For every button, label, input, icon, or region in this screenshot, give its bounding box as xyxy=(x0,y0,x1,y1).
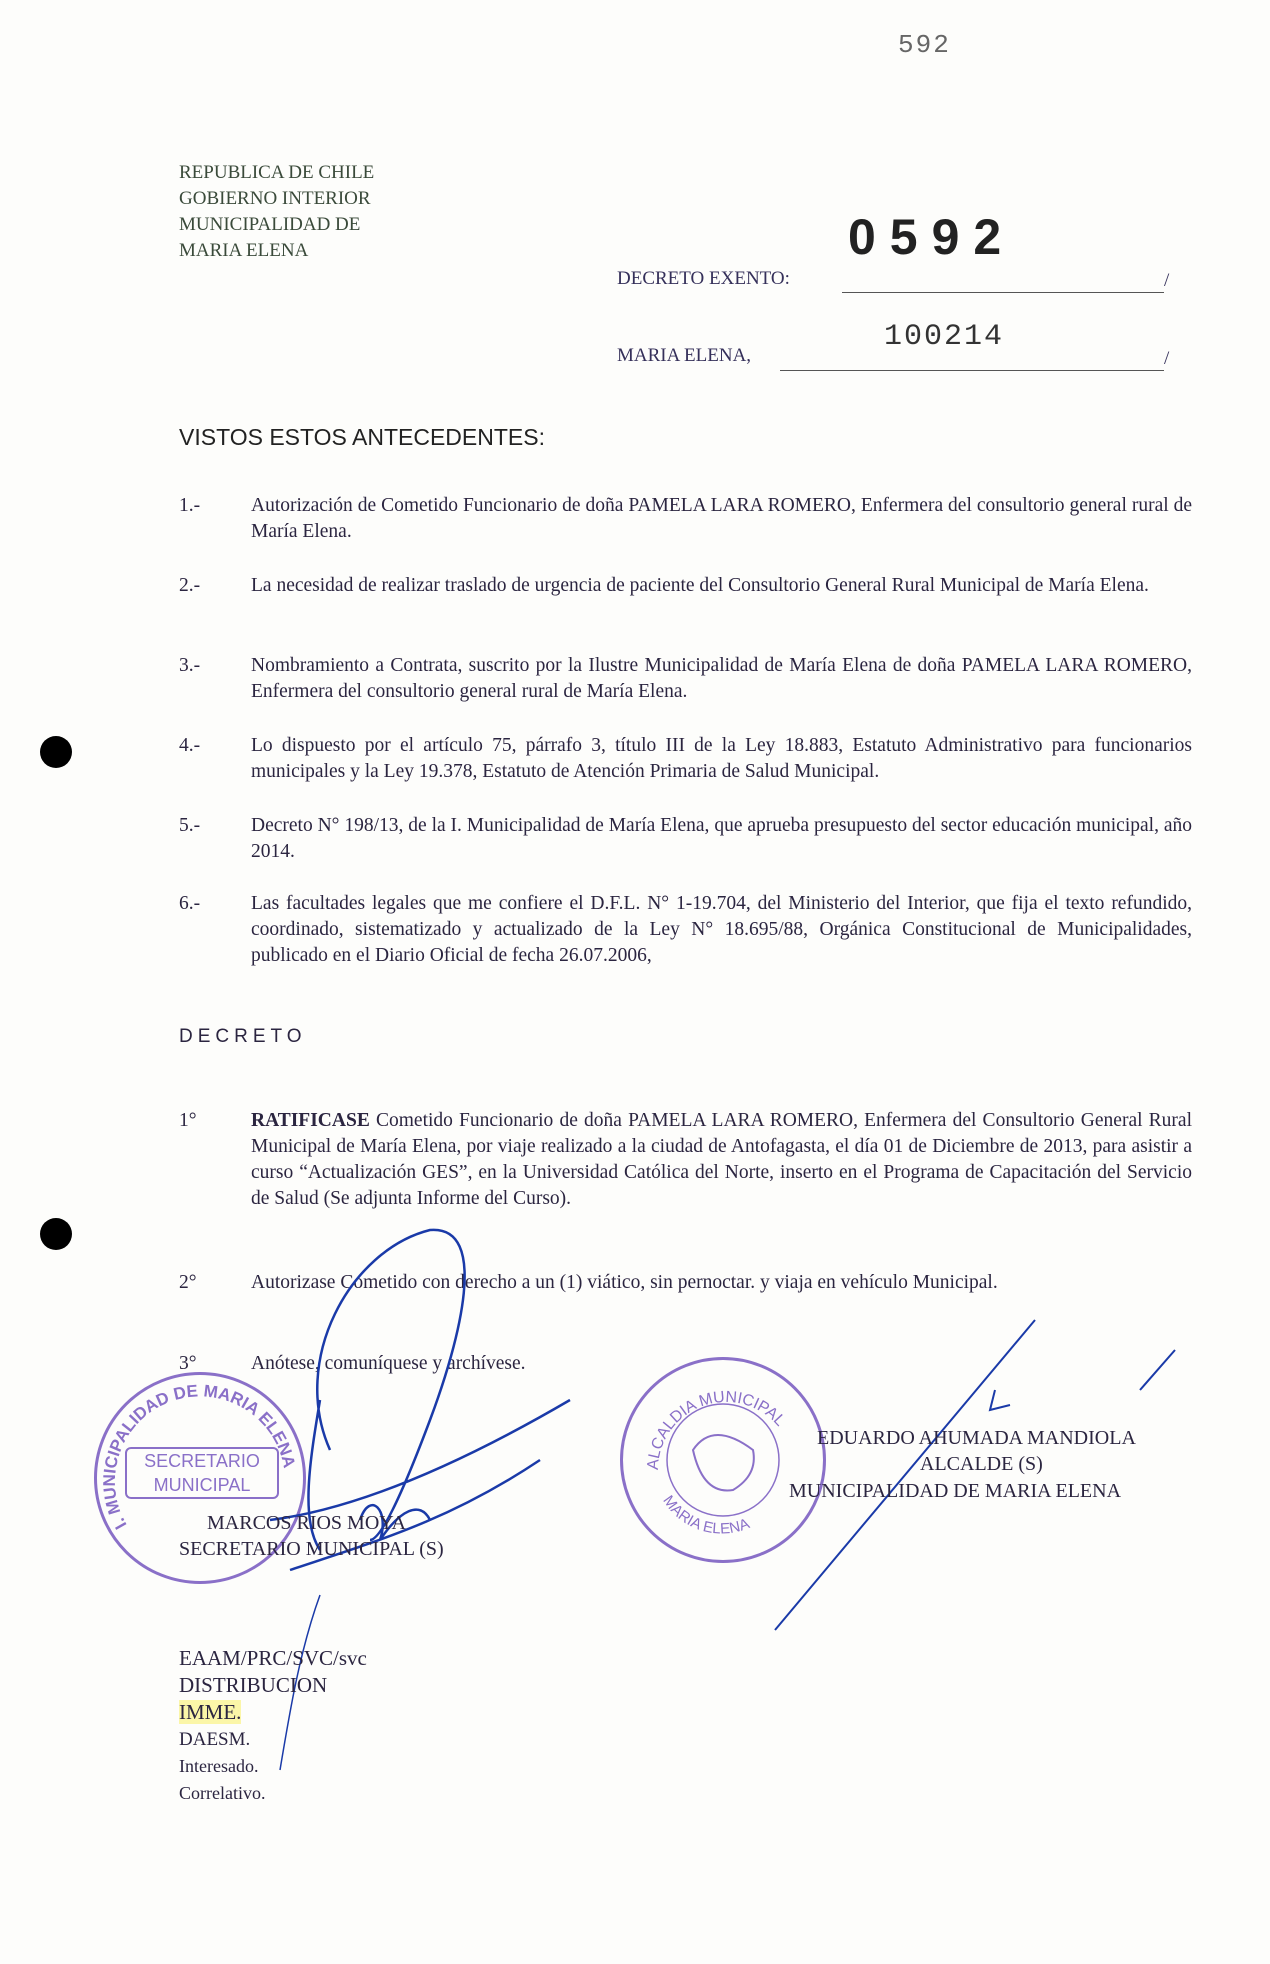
item-text: Las facultades legales que me confiere el D.F.L. N° 1-19.704, del Ministerio del Interior, que fija el texto refundido, coordinado, sistematizado y actualizado de la Ley N° 18.695/88, Orgánica Constitucional de Municipalidades, publicado en el Diario Oficial de fecha 26.07.2006, xyxy=(251,893,1192,966)
visto-item xyxy=(179,733,1192,785)
item-text: Decreto N° 198/13, de la I. Municipalidad de María Elena, que aprueba presupuesto del sector educación municipal, año 2014. xyxy=(251,815,1192,862)
item-number: 3.- xyxy=(179,655,201,676)
date-line xyxy=(780,370,1164,371)
decreto-exento-label: DECRETO EXENTO: xyxy=(617,268,790,289)
item-number: 1.- xyxy=(179,495,201,516)
secretary-name: MARCOS RIOS MOYA xyxy=(207,1512,406,1534)
recipient: DAESM. xyxy=(179,1729,251,1750)
decree-number-line xyxy=(842,292,1164,293)
coat-of-arms-icon xyxy=(693,1435,754,1491)
mayor-org: MUNICIPALIDAD DE MARIA ELENA xyxy=(789,1480,1122,1502)
visto-item xyxy=(179,813,1192,865)
item-number: 1° xyxy=(179,1110,197,1131)
secretary-title: SECRETARIO MUNICIPAL (S) xyxy=(179,1538,444,1560)
stamp-line: MUNICIPAL xyxy=(153,1475,251,1495)
handwritten-page-number: 592 xyxy=(898,30,951,60)
decree-number: 0592 xyxy=(848,209,1016,265)
mayor-name: EDUARDO AHUMADA MANDIOLA xyxy=(817,1427,1136,1449)
place-label: MARIA ELENA, xyxy=(617,345,752,366)
issuer-header xyxy=(179,160,374,264)
item-text: Autorizase Cometido con derecho a un (1) viático, sin pernoctar. y viaja en vehículo Municipal. xyxy=(251,1272,998,1293)
resolution-item xyxy=(179,1108,1192,1212)
header-line: MUNICIPALIDAD DE xyxy=(179,214,361,235)
item-number: 2.- xyxy=(179,575,201,596)
header-line: GOBIERNO INTERIOR xyxy=(179,188,371,209)
distribution-label: DISTRIBUCION xyxy=(179,1673,328,1697)
svg-text:MARIA ELENA: MARIA ELENA xyxy=(659,1492,752,1538)
header-line: REPUBLICA DE CHILE xyxy=(179,162,375,183)
visto-item xyxy=(179,653,1192,705)
item-number: 2° xyxy=(179,1272,197,1293)
item-text: Nombramiento a Contrata, suscrito por la Ilustre Municipalidad de María Elena de doña PAMELA LARA ROMERO, Enfermera del consultorio general rural de María Elena. xyxy=(251,655,1192,702)
punch-hole xyxy=(40,736,72,768)
date-stamp: 100214 xyxy=(884,320,1005,354)
slash: / xyxy=(1164,270,1170,291)
item-text: Lo dispuesto por el artículo 75, párrafo 3, título III de la Ley 18.883, Estatuto Administrativo para funcionarios municipales y la Ley 19.378, Estatuto de Atención Primaria de Salud Municipal. xyxy=(251,735,1192,782)
recipient: Correlativo. xyxy=(179,1783,266,1803)
initials: EAAM/PRC/SVC/svc xyxy=(179,1646,367,1670)
item-text: Anótese, comuníquese y archívese. xyxy=(251,1353,526,1374)
visto-item xyxy=(179,573,1192,599)
item-text: La necesidad de realizar traslado de urgencia de paciente del Consultorio General Rural Municipal de María Elena. xyxy=(251,575,1149,596)
svg-text:I. MUNICIPALIDAD DE MARIA ELEN: I. MUNICIPALIDAD DE MARIA ELENA xyxy=(99,1381,299,1533)
item-number: 5.- xyxy=(179,815,201,836)
header-line: MARIA ELENA xyxy=(179,240,309,261)
item-text: Autorización de Cometido Funcionario de doña PAMELA LARA ROMERO, Enfermera del consultorio general rural de María Elena. xyxy=(251,495,1192,542)
stamp-line: SECRETARIO xyxy=(144,1451,260,1471)
item-number: 4.- xyxy=(179,735,201,756)
item-number: 3° xyxy=(179,1353,197,1374)
decreto-title: DECRETO xyxy=(179,1026,307,1047)
vistos-title: VISTOS ESTOS ANTECEDENTES: xyxy=(179,424,545,450)
slash: / xyxy=(1164,348,1170,369)
punch-hole xyxy=(40,1218,72,1250)
footer xyxy=(179,1645,367,1807)
mayor-title: ALCALDE (S) xyxy=(920,1453,1043,1475)
visto-item xyxy=(179,493,1192,545)
recipient: IMME. xyxy=(179,1700,242,1724)
item-body: Cometido Funcionario de doña PAMELA LARA ROMERO, Enfermera del Consultorio General Rural Municipal de María Elena, por viaje realizado a la ciudad de Antofagasta, el día 01 de Diciembre de 2013, para asistir a curso “Actualización GES”, en la Universidad Católica del Norte, inserto en el Programa de Capacitación del Servicio de Salud (Se adjunta Informe del Curso). xyxy=(251,1110,1192,1209)
svg-text:ALCALDIA MUNICIPAL: ALCALDIA MUNICIPAL xyxy=(644,1388,789,1471)
recipient: Interesado. xyxy=(179,1756,259,1776)
item-bold-verb: RATIFICASE xyxy=(251,1110,370,1131)
item-text xyxy=(251,1108,1192,1212)
visto-item xyxy=(179,891,1192,969)
item-number: 6.- xyxy=(179,893,201,914)
